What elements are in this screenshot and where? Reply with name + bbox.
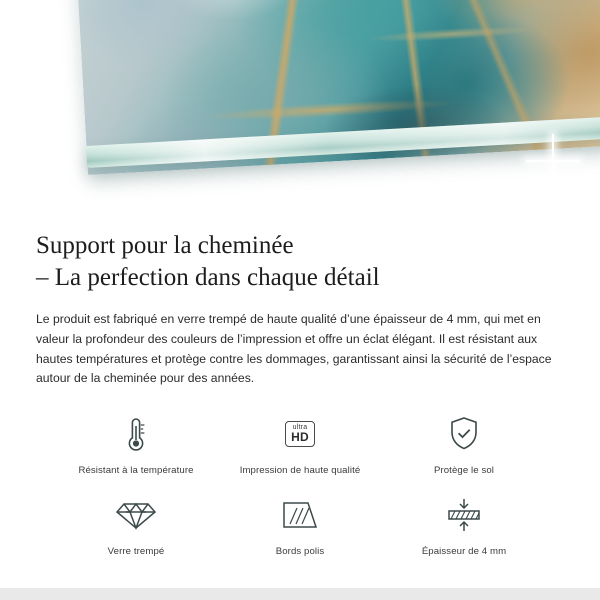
feature-label: Bords polis (275, 546, 325, 558)
feature-label: Protège le sol (433, 465, 495, 477)
page-title-line-2: – La perfection dans chaque détail (36, 264, 380, 291)
feature-label: Impression de haute qualité (239, 465, 361, 477)
feature-label: Résistant à la température (78, 465, 194, 477)
ultra-hd-badge-top: ultra (292, 424, 308, 432)
feature-item-thickness (382, 492, 546, 557)
page-title-line-1: Support pour la cheminée (36, 232, 294, 259)
ultra-hd-badge (285, 421, 315, 447)
hero-image (0, 0, 600, 212)
feature-grid (36, 411, 564, 557)
feature-label: Épaisseur de 4 mm (421, 546, 507, 558)
feature-item-temperature (54, 411, 218, 476)
description-paragraph: Le produit est fabriqué en verre trempé de haute qualité d’une épaisseur de 4 mm, qui met en valeur la profondeur des couleurs de l’impression et offre un éclat élégant. Il est résistant aux hautes températures et protège contre les dommages, garantissant ainsi la sécurité de l’espace autour de la cheminée pour des années. (36, 312, 552, 386)
feature-item-print-quality (218, 411, 382, 476)
bottom-strip (0, 588, 600, 600)
feature-item-floor-protection (382, 411, 546, 476)
page-title (36, 230, 564, 294)
thickness-icon (443, 492, 485, 538)
thermometer-icon (121, 411, 151, 457)
ultra-hd-badge-bottom: HD (291, 430, 309, 445)
content-section (0, 212, 600, 557)
feature-item-tempered-glass (54, 492, 218, 557)
feature-label: Verre trempé (107, 546, 165, 558)
polished-edges-icon (280, 492, 320, 538)
feature-item-polished-edges (218, 492, 382, 557)
diamond-icon (115, 492, 157, 538)
ultra-hd-icon (285, 411, 315, 457)
shield-check-icon (446, 411, 482, 457)
hero-image-inner (0, 0, 600, 210)
